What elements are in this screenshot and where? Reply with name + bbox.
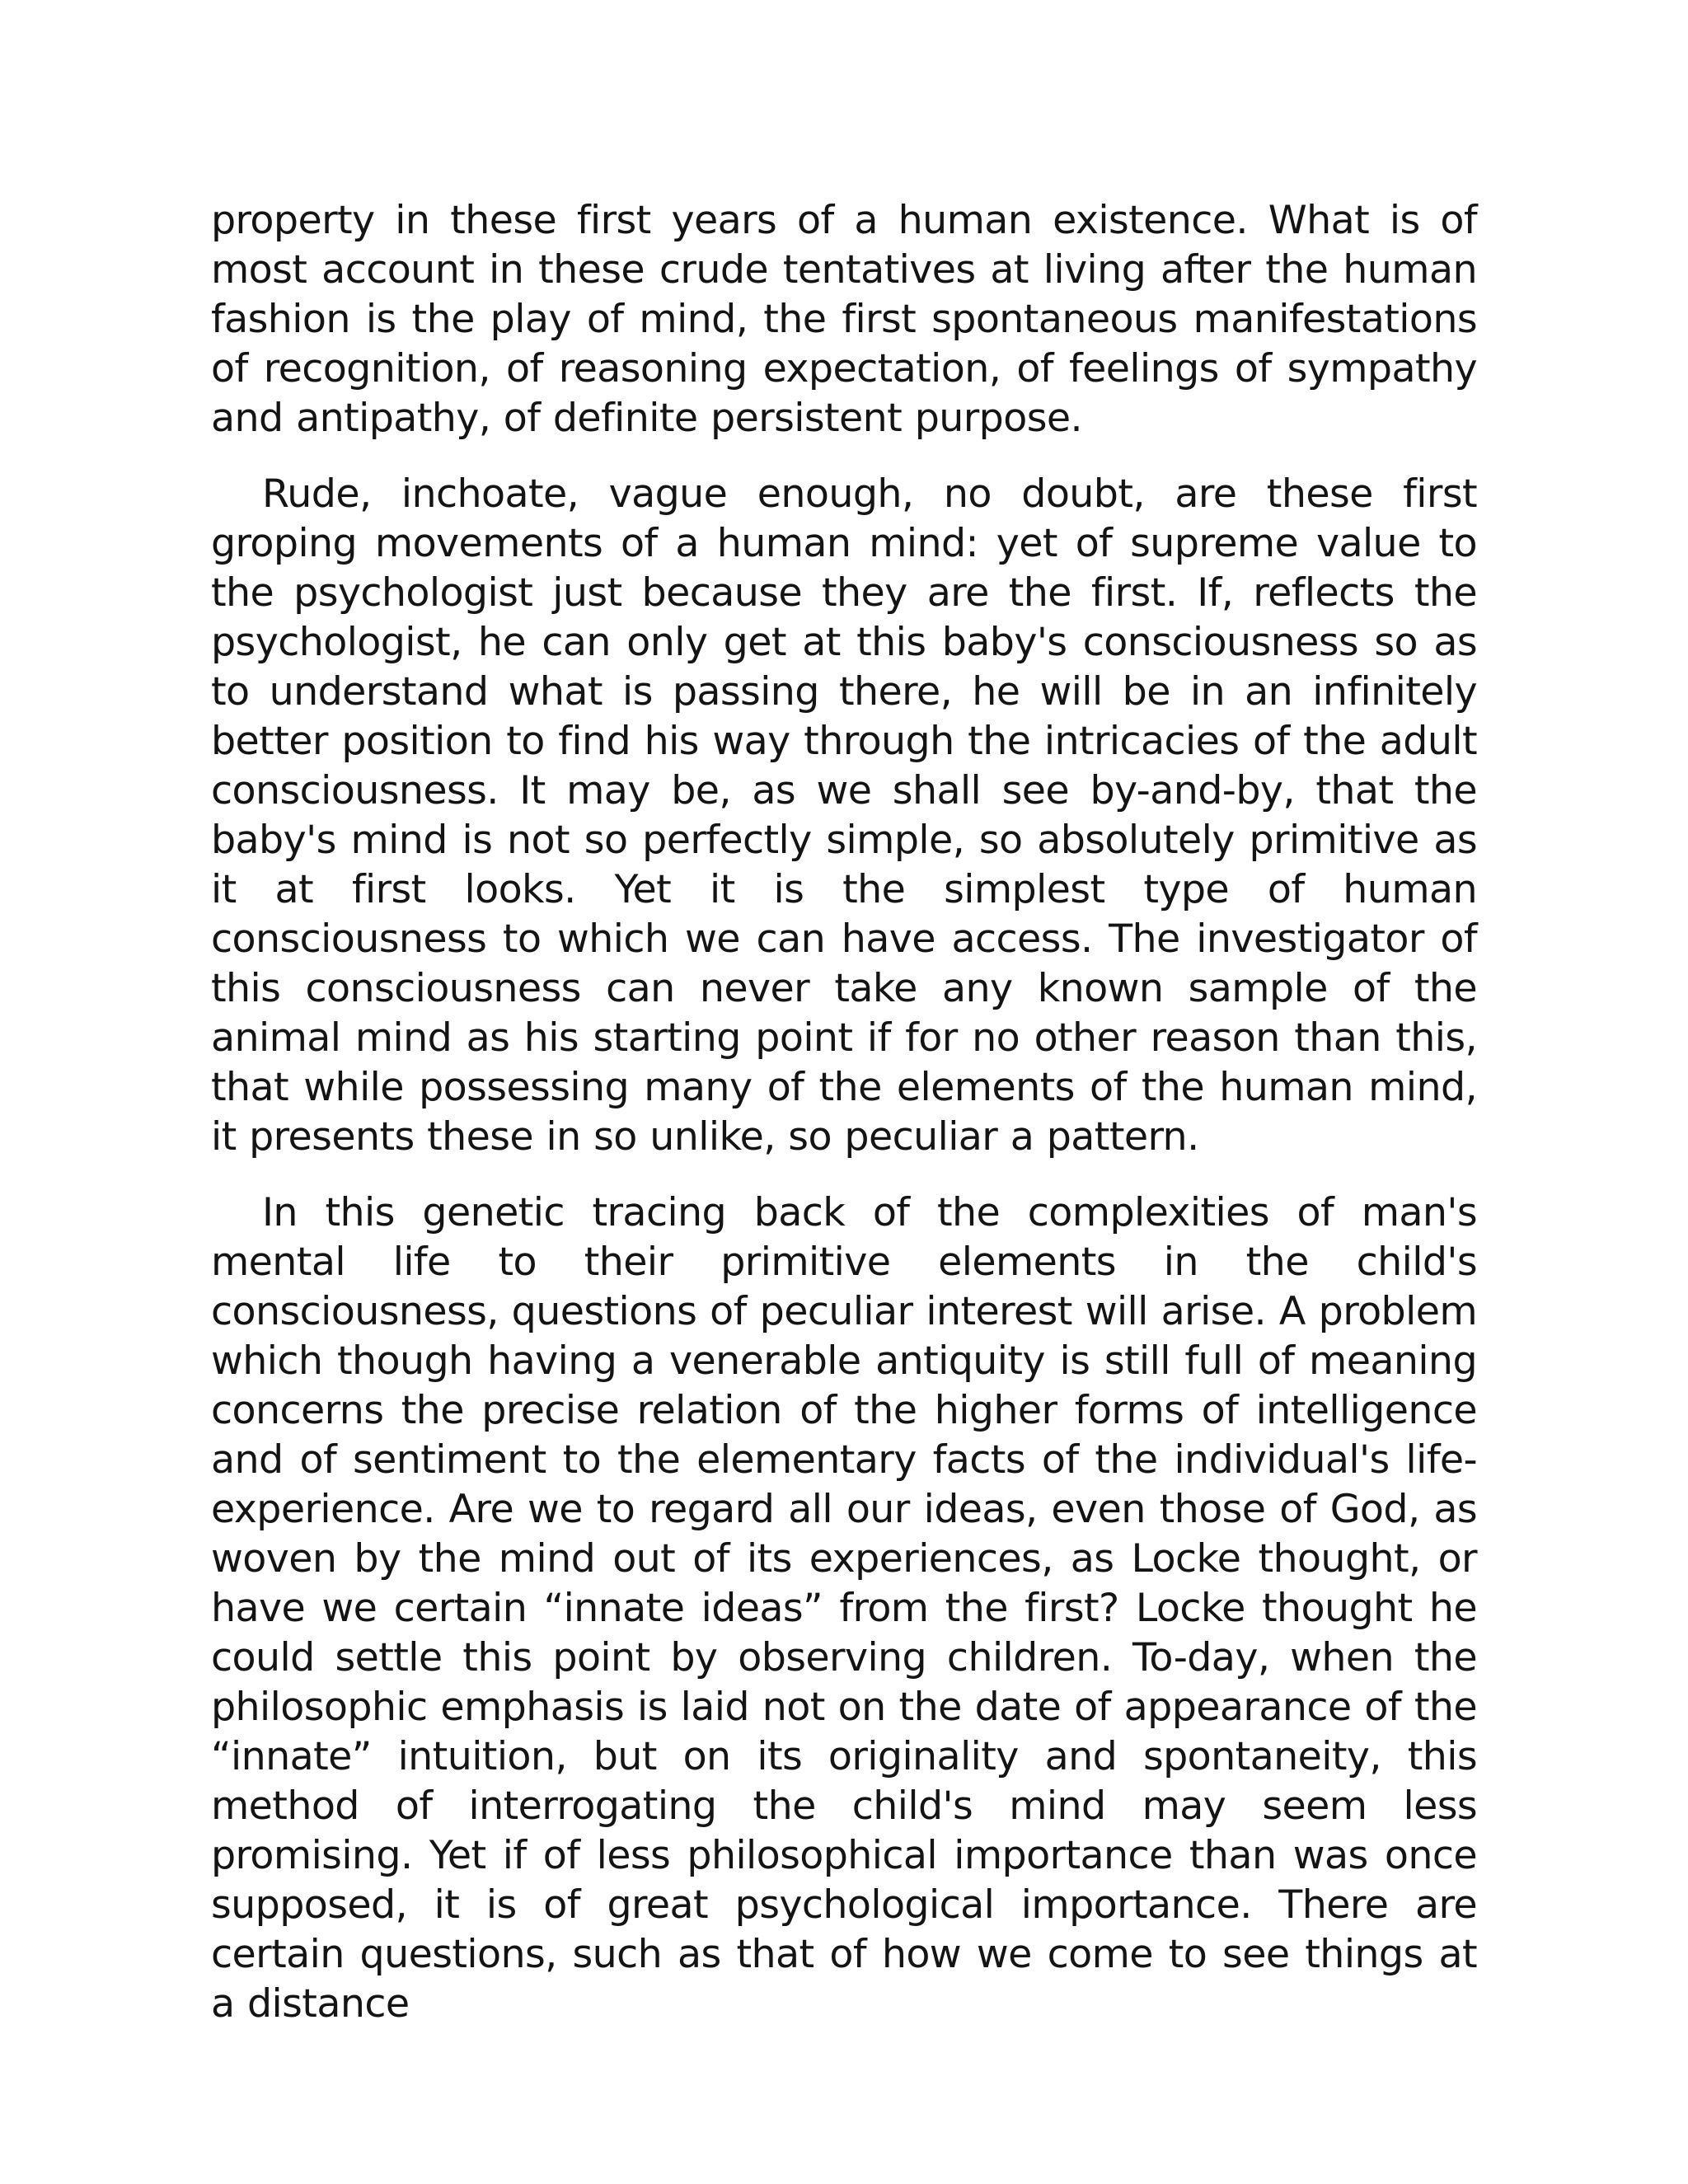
body-text [211,196,1477,2029]
paragraph-2: Rude, inchoate, vague enough, no doubt, are these first groping movements of a human mind: yet of supreme value to the psychologist just because they are the first. If, reflects the psychologist, he can only get at this baby's consciousness so as to understand what is passing there, he will be in an infinitely better position to find his way through the intricacies of the adult consciousness. It may be, as we shall see by-and-by, that the baby's mind is not so perfectly simple, so absolutely primitive as it at first looks. Yet it is the simplest type of human consciousness to which we can have access. The investigator of this consciousness can never take any known sample of the animal mind as his starting point if for no other reason than this, that while possessing many of the elements of the human mind, it presents these in so unlike, so peculiar a pattern. [211,471,1477,1160]
paragraph-1: property in these first years of a human existence. What is of most account in these crude tentatives at living after the human fashion is the play of mind, the first spontaneous manifestations of recognition, of reasoning expectation, of feelings of sympathy and antipathy, of definite persistent purpose. [211,198,1477,441]
paragraph-3: In this genetic tracing back of the complexities of man's mental life to their primitive elements in the child's consciousness, questions of peculiar interest will arise. A problem which though having a venerable antiquity is still full of meaning concerns the precise relation of the higher forms of intelligence and of sentiment to the elementary facts of the individual's life-experience. Are we to regard all our ideas, even those of God, as woven by the mind out of its experiences, as Locke thought, or have we certain “innate ideas” from the first? Locke thought he could settle this point by observing children. To-day, when the philosophic emphasis is laid not on the date of appearance of the “innate” intuition, but on its originality and spontaneity, this method of interrogating the child's mind may seem less promising. Yet if of less philosophical importance than was once supposed, it is of great psychological importance. There are certain questions, such as that of how we come to see things at a distance [211,1190,1477,2027]
